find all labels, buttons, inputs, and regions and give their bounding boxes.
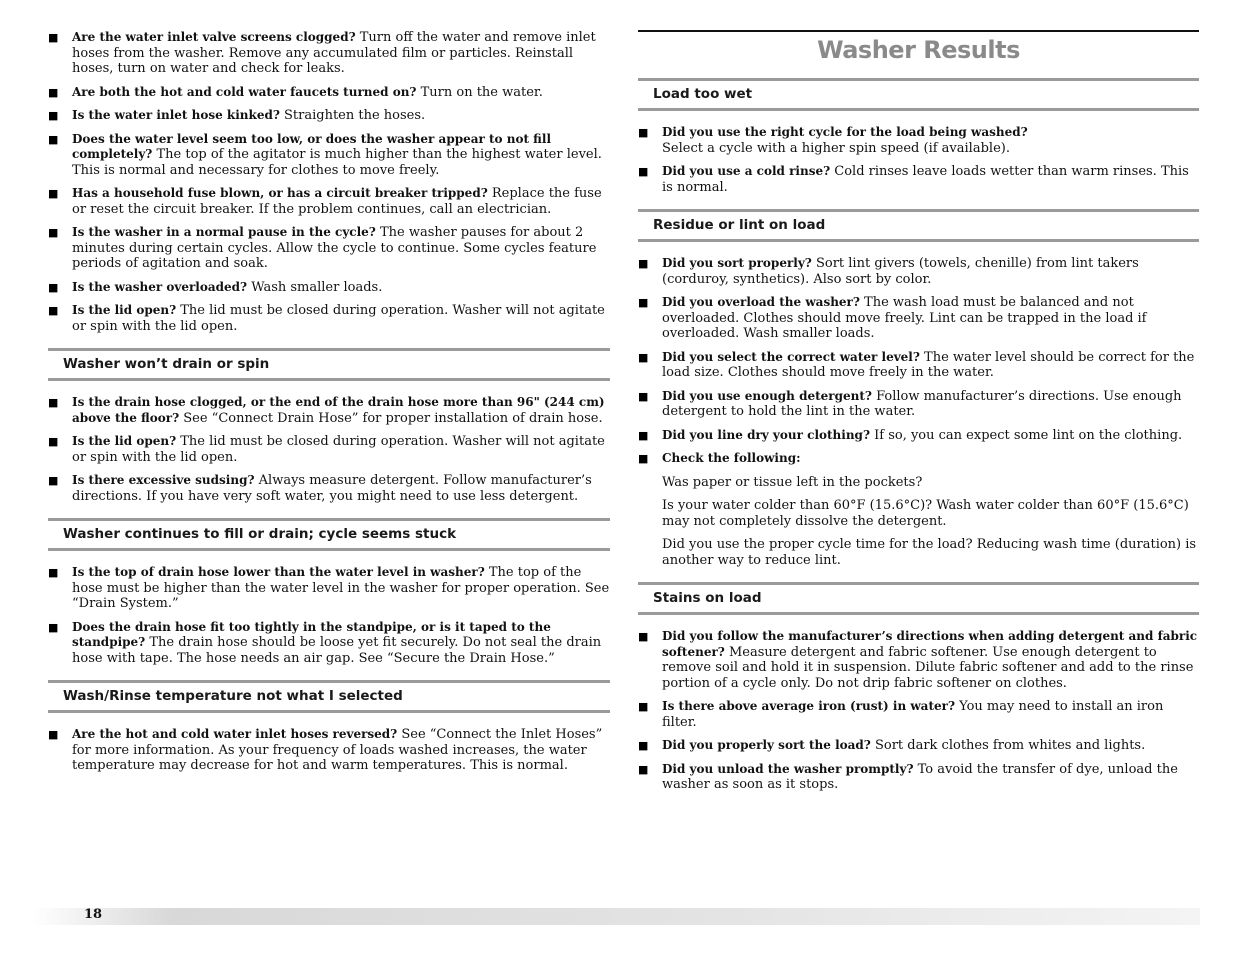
answer-text: Wash smaller loads.	[247, 279, 383, 295]
answer-text: Turn on the water.	[416, 84, 543, 100]
section-heading-lint: Residue or lint on load	[638, 209, 1199, 242]
question-text: Is the washer overloaded?	[72, 279, 248, 294]
list-item	[638, 295, 1199, 342]
answer-text: Straighten the hoses.	[279, 108, 426, 123]
bullet-icon: ■	[638, 350, 649, 364]
section-heading-temperature: Wash/Rinse temperature not what I selected	[48, 680, 610, 713]
question-text: Does the water level seem too low, or does the washer appear to not fill completely?	[72, 131, 552, 161]
question-text: Is the drain hose clogged, or the end of the drain hose more than 96" (244 cm) above the floor?	[72, 395, 605, 425]
section-heading-stains: Stains on load	[638, 582, 1199, 615]
question-text: Does the drain hose fit too tightly in the standpipe, or is it taped to the standpipe?	[72, 619, 551, 649]
answer-text: The washer pauses for about 2 minutes during certain cycles. Allow the cycle to continue. Some cycles feature periods of agitation and soak.	[72, 225, 597, 271]
list-item	[48, 434, 610, 465]
bullet-icon: ■	[48, 620, 59, 634]
list-item	[638, 762, 1199, 793]
question-text: Did you use the right cycle for the load being washed?	[662, 125, 1028, 139]
bullet-icon: ■	[48, 474, 59, 487]
bullet-icon: ■	[638, 452, 649, 465]
list	[48, 30, 610, 334]
answer-text: Cold rinses leave loads wetter than warm rinses. This is normal.	[662, 164, 1189, 195]
bullet-icon: ■	[638, 739, 649, 752]
footer-bar	[32, 908, 1200, 925]
list-item	[638, 350, 1199, 381]
list-item	[48, 727, 610, 774]
bullet-icon: ■	[48, 31, 59, 44]
bullet-icon: ■	[638, 126, 649, 139]
check-item: Is your water colder than 60°F (15.6°C)? Wash water colder than 60°F (15.6°C) may not completely dissolve the detergent.	[662, 498, 1189, 529]
list-item	[48, 225, 610, 272]
question-text: Is the lid open?	[72, 434, 177, 448]
answer-text: Always measure detergent. Follow manufacturer’s directions. If you have very soft water, you might need to use less detergent.	[72, 473, 592, 504]
answer-text: Turn off the water and remove inlet hoses from the washer. Remove any accumulated film or particles. Reinstall hoses, turn on water and check for leaks.	[72, 30, 596, 76]
bullet-icon: ■	[638, 165, 649, 178]
answer-text: The lid must be closed during operation. Washer will not agitate or spin with the lid open.	[72, 303, 605, 334]
list-item	[638, 389, 1199, 420]
answer-text: Measure detergent and fabric softener. Use enough detergent to remove soil and hold it in suspension. Dilute fabric softener and add to the rinse portion of a cycle only. Do not drip fabric softener on clothes.	[662, 644, 1194, 691]
bullet-icon: ■	[638, 389, 649, 403]
answer-text: The drain hose should be loose yet fit securely. Do not seal the drain hose with tape. The hose needs an air gap. See “Secure the Drain Hose.”	[72, 635, 602, 666]
list-item	[638, 125, 1199, 156]
list-item	[48, 565, 610, 612]
question-text: Did you unload the washer promptly?	[662, 761, 914, 776]
check-list	[638, 475, 1199, 569]
answer-text: The wash load must be balanced and not overloaded. Clothes should move freely. Lint can be trapped in the load if overloaded. Wash smaller loads.	[662, 295, 1147, 341]
question-text: Are both the hot and cold water faucets turned on?	[72, 84, 417, 99]
list-item	[48, 473, 610, 504]
list	[638, 125, 1199, 195]
question-text: Is the lid open?	[72, 303, 177, 317]
bullet-icon: ■	[48, 280, 59, 294]
question-text: Did you use a cold rinse?	[662, 164, 831, 178]
list-item	[638, 164, 1199, 195]
answer-text: The lid must be closed during operation. Washer will not agitate or spin with the lid open.	[72, 434, 605, 465]
answer-text: The water level should be correct for the load size. Clothes should move freely in the water.	[662, 349, 1195, 380]
list	[48, 395, 610, 504]
bullet-icon: ■	[638, 630, 649, 643]
bullet-icon: ■	[48, 132, 59, 146]
section-heading-wet: Load too wet	[638, 78, 1199, 111]
question-text: Are the water inlet valve screens clogged?	[72, 30, 356, 44]
title-rule	[638, 30, 1199, 64]
list-item	[48, 186, 610, 217]
list-item	[48, 620, 610, 667]
question-text: Is there excessive sudsing?	[72, 473, 255, 487]
list	[638, 629, 1199, 793]
list	[48, 565, 610, 666]
list-item	[638, 629, 1199, 691]
list-item	[638, 699, 1199, 730]
bullet-icon: ■	[48, 85, 59, 99]
answer-text: To avoid the transfer of dye, unload the washer as soon as it stops.	[662, 761, 1178, 792]
question-text: Is the washer in a normal pause in the cycle?	[72, 225, 376, 239]
bullet-icon: ■	[48, 109, 59, 122]
list-item	[48, 108, 610, 124]
question-text: Has a household fuse blown, or has a circuit breaker tripped?	[72, 186, 488, 200]
question-text: Is there above average iron (rust) in water?	[662, 699, 955, 713]
list-item	[638, 428, 1199, 444]
answer-text: Select a cycle with a higher spin speed (if available).	[662, 140, 1010, 156]
right-column	[638, 30, 1199, 801]
question-text: Did you sort properly?	[662, 256, 812, 270]
section-heading-fill: Washer continues to fill or drain; cycle seems stuck	[48, 518, 610, 551]
list-item	[48, 30, 610, 77]
list	[638, 256, 1199, 467]
list-item	[638, 256, 1199, 287]
answer-text: Sort lint givers (towels, chenille) from lint takers (corduroy, synthetics). Also sort by color.	[662, 256, 1139, 287]
question-text: Did you select the correct water level?	[662, 349, 920, 364]
list	[48, 727, 610, 774]
question-text: Did you use enough detergent?	[662, 388, 872, 403]
answer-text: The top of the hose must be higher than the water level in the washer for proper operation. See “Drain System.”	[72, 565, 610, 611]
answer-text: See “Connect the Inlet Hoses” for more information. As your frequency of loads washed increases, the water temperature may decrease for hot and warm temperatures. This is normal.	[72, 727, 603, 773]
bullet-icon: ■	[48, 187, 59, 200]
question-text: Is the water inlet hose kinked?	[72, 108, 280, 122]
answer-text: The top of the agitator is much higher than the highest water level. This is normal and necessary for clothes to move freely.	[72, 147, 602, 178]
bullet-icon: ■	[638, 762, 649, 776]
bullet-icon: ■	[638, 257, 649, 270]
list-item	[48, 303, 610, 334]
section-heading-drain: Washer won’t drain or spin	[48, 348, 610, 381]
page-number: 18	[84, 907, 103, 922]
bullet-icon: ■	[48, 304, 59, 317]
list-item	[638, 451, 1199, 467]
list-item	[638, 738, 1199, 754]
answer-text: Replace the fuse or reset the circuit breaker. If the problem continues, call an electrician.	[72, 186, 602, 217]
bullet-icon: ■	[48, 728, 59, 741]
question-text: Did you overload the washer?	[662, 295, 860, 309]
question-text: Did you properly sort the load?	[662, 738, 871, 752]
answer-text: Follow manufacturer’s directions. Use enough detergent to hold the lint in the water.	[662, 388, 1182, 419]
bullet-icon: ■	[48, 566, 59, 579]
bullet-icon: ■	[638, 700, 649, 713]
bullet-icon: ■	[48, 435, 59, 448]
check-item: Was paper or tissue left in the pockets?	[662, 474, 923, 490]
answer-text: Sort dark clothes from whites and lights.	[870, 738, 1146, 753]
question-text: Check the following:	[662, 451, 801, 465]
list-item	[48, 132, 610, 179]
page-title: Washer Results	[817, 36, 1020, 64]
bullet-icon: ■	[638, 296, 649, 309]
question-text: Did you follow the manufacturer’s directions when adding detergent and fabric softener?	[662, 629, 1198, 659]
question-text: Are the hot and cold water inlet hoses reversed?	[72, 727, 398, 741]
check-item: Did you use the proper cycle time for the load? Reducing wash time (duration) is another way to reduce lint.	[662, 537, 1197, 568]
bullet-icon: ■	[48, 396, 59, 409]
list-item	[48, 85, 610, 101]
list-item	[48, 395, 610, 426]
bullet-icon: ■	[638, 428, 649, 442]
list-item	[48, 280, 610, 296]
question-text: Did you line dry your clothing?	[662, 427, 870, 442]
bullet-icon: ■	[48, 226, 59, 239]
question-text: Is the top of drain hose lower than the water level in washer?	[72, 565, 485, 579]
left-column	[48, 30, 610, 782]
answer-text: You may need to install an iron filter.	[662, 699, 1164, 730]
answer-text: If so, you can expect some lint on the clothing.	[869, 427, 1183, 443]
answer-text: See “Connect Drain Hose” for proper installation of drain hose.	[179, 410, 603, 426]
